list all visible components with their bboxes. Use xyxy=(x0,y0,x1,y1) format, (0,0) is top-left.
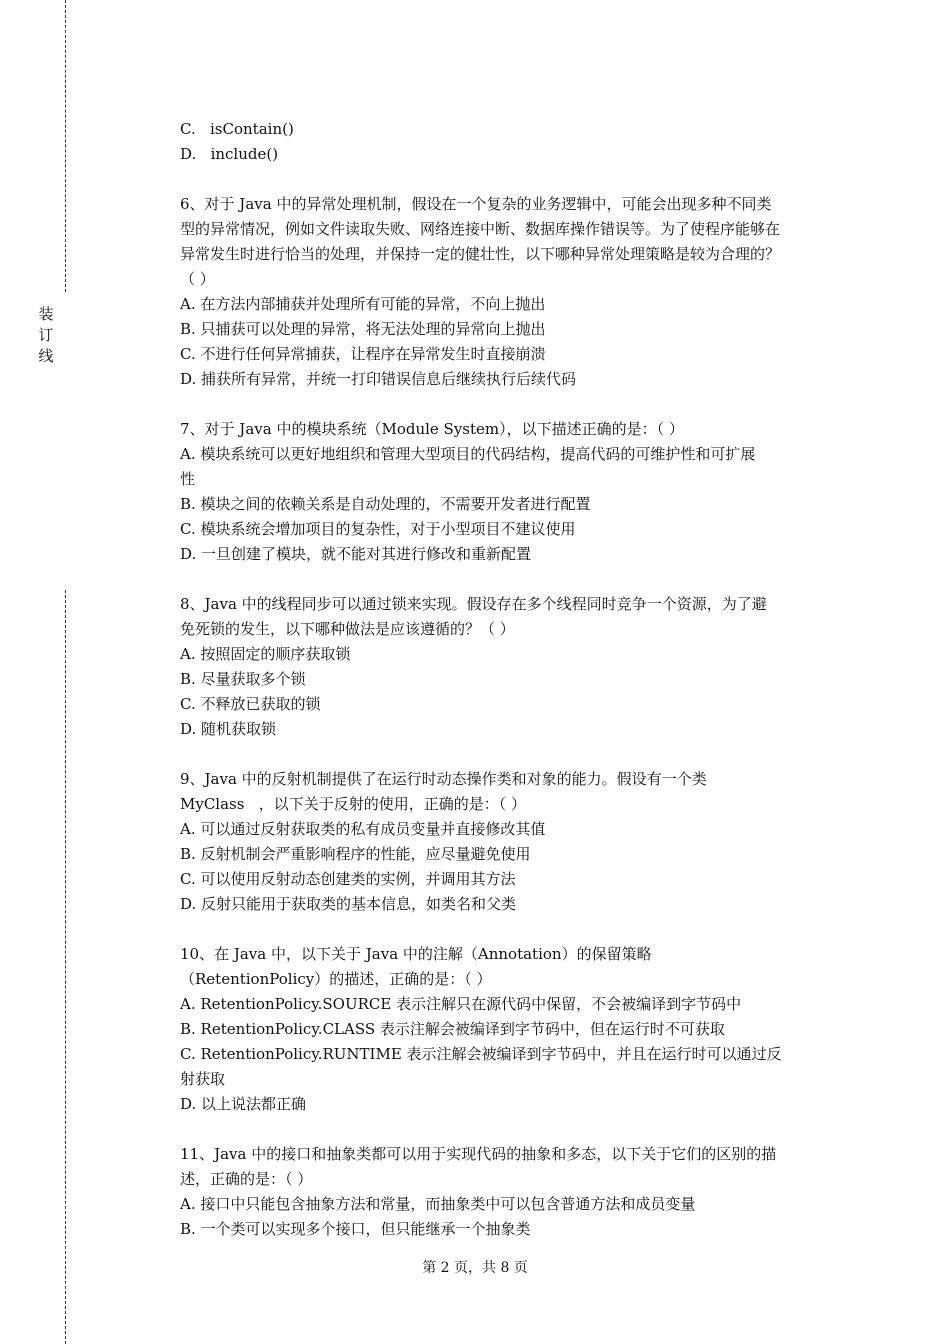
text-line: A. 模块系统可以更好地组织和管理大型项目的代码结构，提高代码的可维护性和可扩展 xyxy=(180,445,756,463)
text-line: 免死锁的发生，以下哪种做法是应该遵循的？（ ） xyxy=(180,620,515,638)
binding-label xyxy=(36,304,56,367)
text-line: （RetentionPolicy）的描述，正确的是：（ ） xyxy=(180,970,492,988)
text-line: C. 不释放已获取的锁 xyxy=(180,695,321,713)
text-line: D. 随机获取锁 xyxy=(180,720,277,738)
text-line: 11、Java 中的接口和抽象类都可以用于实现代码的抽象和多态，以下关于它们的区别的描 xyxy=(180,1145,777,1163)
text-line: C. isContain() xyxy=(180,120,294,138)
text-line: B. 反射机制会严重影响程序的性能，应尽量避免使用 xyxy=(180,845,531,863)
question-block xyxy=(180,942,850,1117)
question-block xyxy=(180,1142,850,1242)
question-block xyxy=(180,767,850,917)
text-line: B. 一个类可以实现多个接口，但只能继承一个抽象类 xyxy=(180,1220,531,1238)
binding-char: 装 xyxy=(38,305,54,323)
text-line: B. RetentionPolicy.CLASS 表示注解会被编译到字节码中，但在运行时不可获取 xyxy=(180,1020,725,1038)
question-block xyxy=(180,592,850,742)
text-line: D. 一旦创建了模块，就不能对其进行修改和重新配置 xyxy=(180,545,532,563)
text-line: B. 模块之间的依赖关系是自动处理的，不需要开发者进行配置 xyxy=(180,495,591,513)
text-line: A. 可以通过反射获取类的私有成员变量并直接修改其值 xyxy=(180,820,546,838)
binding-char: 订 xyxy=(38,326,54,344)
block-gap xyxy=(180,167,850,192)
text-line: D. 捕获所有异常，并统一打印错误信息后继续执行后续代码 xyxy=(180,370,577,388)
text-line: 述，正确的是：（ ） xyxy=(180,1170,313,1188)
text-line: MyClass ，以下关于反射的使用，正确的是：（ ） xyxy=(180,795,527,813)
text-line: 8、Java 中的线程同步可以通过锁来实现。假设存在多个线程同时竞争一个资源，为了避 xyxy=(180,595,767,613)
block-gap xyxy=(180,917,850,942)
text-line: A. 在方法内部捕获并处理所有可能的异常，不向上抛出 xyxy=(180,295,546,313)
question-block xyxy=(180,192,850,392)
text-line: 7、对于 Java 中的模块系统（Module System），以下描述正确的是：（ ） xyxy=(180,420,684,438)
text-line: C. 不进行任何异常捕获，让程序在异常发生时直接崩溃 xyxy=(180,345,546,363)
block-gap xyxy=(180,567,850,592)
text-line: A. 按照固定的顺序获取锁 xyxy=(180,645,351,663)
text-line: C. 模块系统会增加项目的复杂性，对于小型项目不建议使用 xyxy=(180,520,576,538)
text-line: D. 以上说法都正确 xyxy=(180,1095,307,1113)
block-gap xyxy=(180,742,850,767)
block-gap xyxy=(180,392,850,417)
text-line: D. include() xyxy=(180,145,279,163)
text-line: 10、在 Java 中，以下关于 Java 中的注解（Annotation）的保留策略 xyxy=(180,945,652,963)
binding-dashed-line-bottom xyxy=(65,590,66,1344)
text-line: B. 只捕获可以处理的异常，将无法处理的异常向上抛出 xyxy=(180,320,546,338)
text-line: 6、对于 Java 中的异常处理机制，假设在一个复杂的业务逻辑中，可能会出现多种不同类 xyxy=(180,195,772,213)
text-line: 9、Java 中的反射机制提供了在运行时动态操作类和对象的能力。假设有一个类 xyxy=(180,770,707,788)
text-line: A. 接口中只能包含抽象方法和常量，而抽象类中可以包含普通方法和成员变量 xyxy=(180,1195,696,1213)
binding-dashed-line-top xyxy=(65,0,66,292)
text-line: （ ） xyxy=(180,270,215,288)
text-line: 型的异常情况，例如文件读取失败、网络连接中断、数据库操作错误等。为了使程序能够在 xyxy=(180,220,781,238)
text-line: B. 尽量获取多个锁 xyxy=(180,670,306,688)
text-line: A. RetentionPolicy.SOURCE 表示注解只在源代码中保留，不会被编译到字节码中 xyxy=(180,995,742,1013)
question-block xyxy=(180,417,850,567)
text-line: C. 可以使用反射动态创建类的实例，并调用其方法 xyxy=(180,870,516,888)
text-line: 性 xyxy=(180,470,196,488)
options-continued xyxy=(180,117,850,167)
binding-char: 线 xyxy=(38,347,54,365)
page-footer: 第 2 页，共 8 页 xyxy=(422,1260,528,1276)
text-line: 异常发生时进行恰当的处理，并保持一定的健壮性，以下哪种异常处理策略是较为合理的？ xyxy=(180,245,781,263)
question-content xyxy=(180,117,850,1242)
text-line: C. RetentionPolicy.RUNTIME 表示注解会被编译到字节码中，并且在运行时可以通过反 xyxy=(180,1045,782,1063)
text-line: 射获取 xyxy=(180,1070,226,1088)
block-gap xyxy=(180,1117,850,1142)
text-line: D. 反射只能用于获取类的基本信息，如类名和父类 xyxy=(180,895,517,913)
